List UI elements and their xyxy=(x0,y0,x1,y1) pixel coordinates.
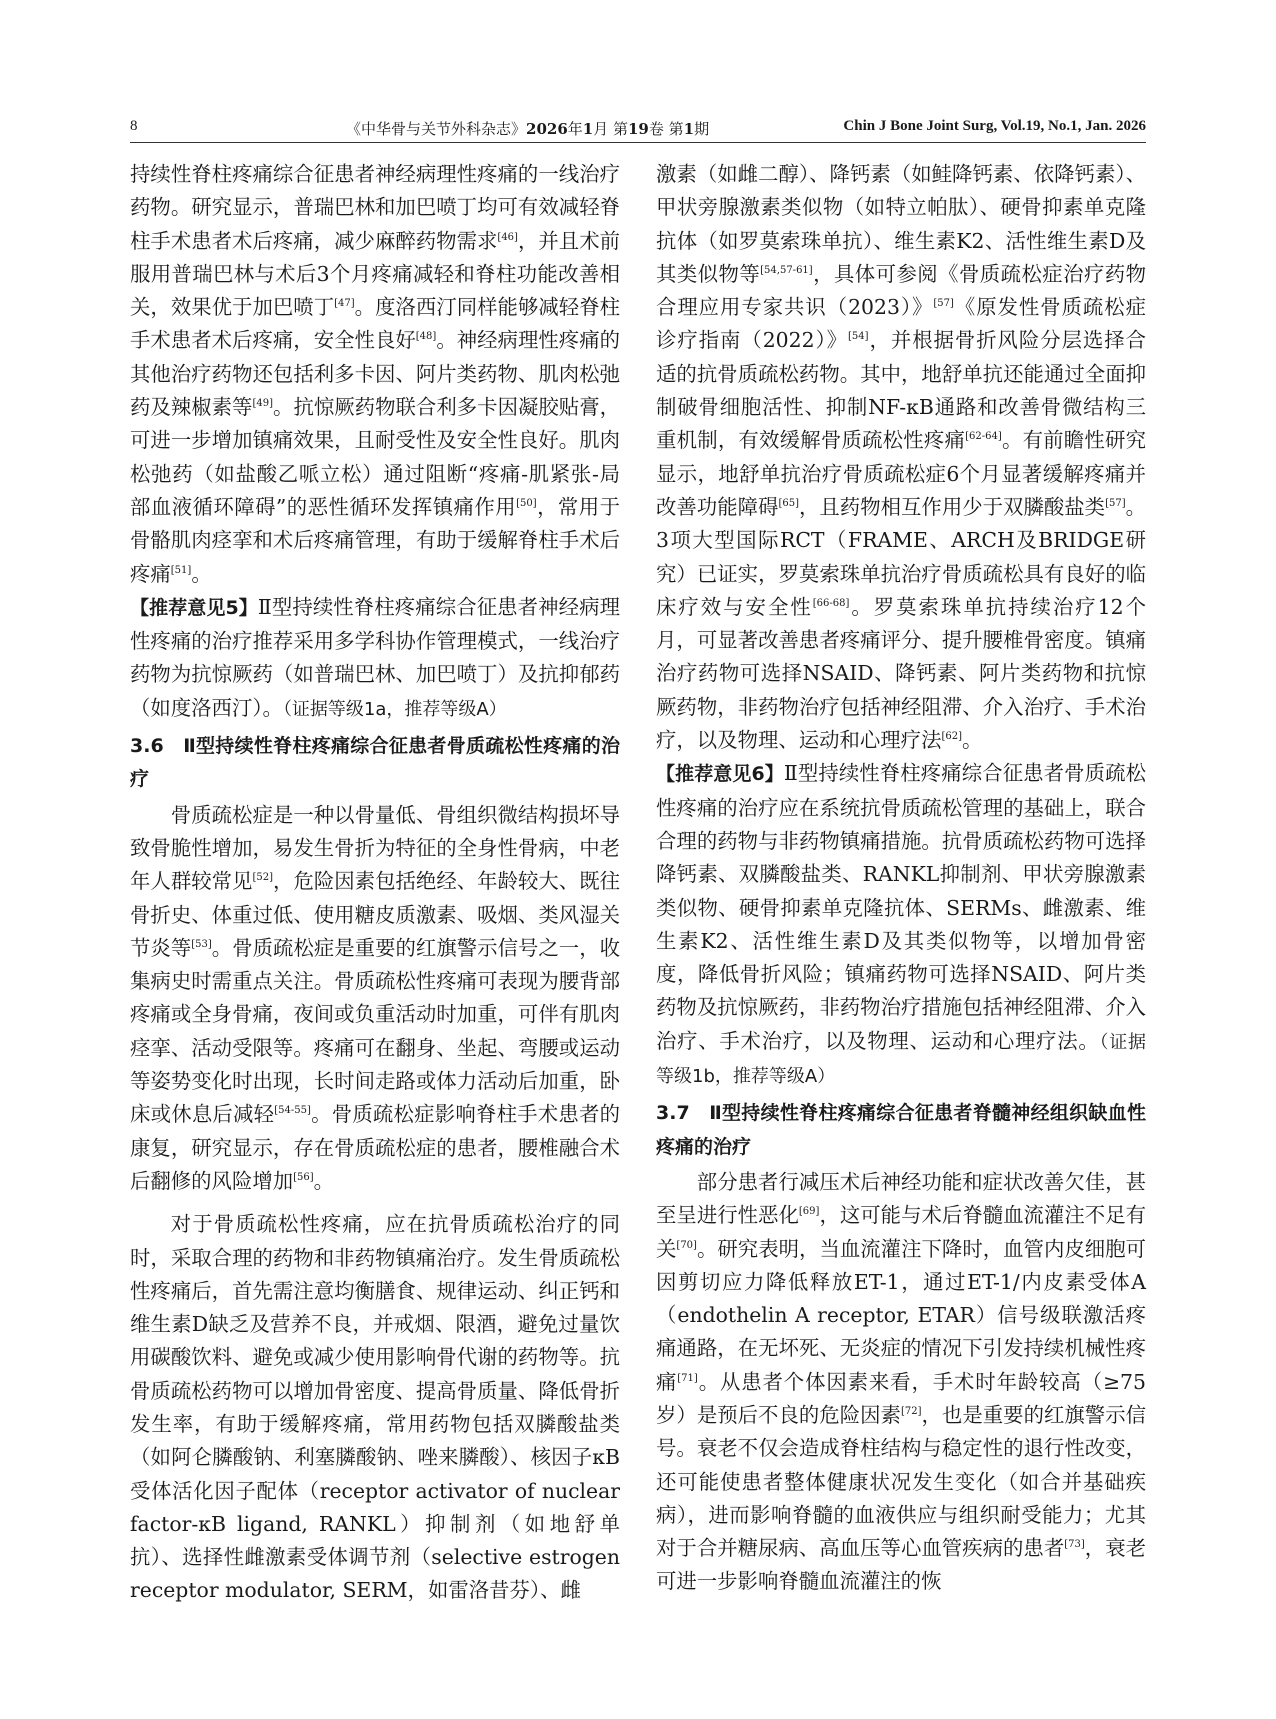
journal-cn-citation: 《中华骨与关节外科杂志》2026年1月 第19卷 第1期 xyxy=(346,120,710,138)
citation-ref: [51] xyxy=(170,564,192,576)
citation-ref: [65] xyxy=(778,498,799,510)
paragraph-osteoporosis-treatment: 对于骨质疏松性疼痛，应在抗骨质疏松治疗的同时，采取合理的药物和非药物镇痛治疗。发生骨质疏松性疼痛后，首先需注意均衡膳食、规律运动、纠正钙和维生素D缺乏及营养不良，并戒烟、限酒，避免过量饮用碳酸饮料、避免或减少使用影响骨代谢的药物等。抗骨质疏松药物可以增加骨密度、提高骨质量、降低骨折发生率，有助于缓解疼痛，常用药物包括双膦酸盐类（如阿仑膦酸钠、利塞膦酸钠、唑来膦酸）、核因子κB受体活化因子配体（receptor activator of nuclear factor-κB ligand, RANKL）抑制剂（如地舒单抗）、选择性雌激素受体调节剂（selective estrogen receptor modulator, SERM，如雷洛昔芬）、雌 xyxy=(130,1212,620,1603)
evidence-grade: （证据等级1b，推荐等级A） xyxy=(656,1031,1147,1088)
recommendation-5: 【推荐意见5】Ⅱ型持续性脊柱疼痛综合征患者神经病理性疼痛的治疗推荐采用多学科协作管理模式，一线治疗药物为抗惊厥药（如普瑞巴林、加巴喷丁）及抗抑郁药（如度洛西汀）。（证据等级1a，推荐等级A） xyxy=(130,594,620,720)
citation-ref: [57] xyxy=(1105,498,1126,510)
section-heading-3-7: 3.7 Ⅱ型持续性脊柱疼痛综合征患者脊髓神经组织缺血性疼痛的治疗 xyxy=(656,1102,1146,1158)
paragraph-antiosteoporosis-drugs: 激素（如雌二醇）、降钙素（如鲑降钙素、依降钙素）、甲状旁腺激素类似物（如特立帕肽）、硬骨抑素单克隆抗体（如罗莫索珠单抗）、维生素K2、活性维生素D及其类似物等[54,57-61]，具体可参阅《骨质疏松症治疗药物合理应用专家共识（2023）》[57]《原发性骨质疏松症诊疗指南（2022）》[54]，并根据骨折风险分层选择合适的抗骨质疏松药物。其中，地舒单抗还能通过全面抑制破骨细胞活性、抑制NF-κB通路和改善骨微结构三重机制，有效缓解骨质疏松性疼痛[62-64]。有前瞻性研究显示，地舒单抗治疗骨质疏松症6个月显著缓解疼痛并改善功能障碍[65]，且药物相互作用少于双膦酸盐类[57]。3项大型国际RCT（FRAME、ARCH及BRIDGE研究）已证实，罗莫索珠单抗治疗骨质疏松具有良好的临床疗效与安全性[66-68]。罗莫索珠单抗持续治疗12个月，可显著改善患者疼痛评分、提升腰椎骨密度。镇痛治疗药物可选择NSAID、降钙素、阿片类药物和抗惊厥药物，非药物治疗包括神经阻滞、介入治疗、手术治疗，以及物理、运动和心理疗法[62]。 xyxy=(656,162,1147,753)
citation-ref: [54] xyxy=(848,331,869,343)
citation-ref: [54,57-61] xyxy=(760,265,813,277)
citation-ref: [50] xyxy=(516,498,537,510)
paragraph-spinal-ischemia: 部分患者行减压术后神经功能和症状改善欠佳，甚至呈进行性恶化[69]，这可能与术后脊髓血流灌注不足有关[70]。研究表明，当血流灌注下降时，血管内皮细胞可因剪切应力降低释放ET-1，通过ET-1/内皮素受体A（endothelin A receptor, ETAR）信号级联激活疼痛通路，在无坏死、无炎症的情况下引发持续机械性疼痛[71]。从患者个体因素来看，手术时年龄较高（≥75岁）是预后不良的危险因素[72]，也是重要的红旗警示信号。衰老不仅会造成脊柱结构与稳定性的退行性改变，还可能使患者整体健康状况发生变化（如合并基础疾病），进而影响脊髓的血液供应与组织耐受能力；尤其对于合并糖尿病、高血压等心血管疾病的患者[73]，衰老可进一步影响脊髓血流灌注的恢 xyxy=(656,1169,1147,1594)
right-column xyxy=(656,158,1146,1599)
page-number: 8 xyxy=(130,118,138,134)
recommendation-label: 【推荐意见6】 xyxy=(656,763,784,786)
citation-ref: [72] xyxy=(900,1406,922,1418)
citation-ref: [56] xyxy=(293,1172,314,1184)
citation-ref: [46] xyxy=(497,231,518,243)
citation-ref: [70] xyxy=(676,1239,697,1251)
recommendation-6: 【推荐意见6】Ⅱ型持续性脊柱疼痛综合征患者骨质疏松性疼痛的治疗应在系统抗骨质疏松管理的基础上，联合合理的药物与非药物镇痛措施。抗骨质疏松药物可选择降钙素、双膦酸盐类、RANKL抑制剂、甲状旁腺激素类似物、硬骨抑素单克隆抗体、SERMs、雌激素、维生素K2、活性维生素D及其类似物等，以增加骨密度，降低骨折风险；镇痛药物可选择NSAID、阿片类药物及抗惊厥药，非药物治疗措施包括神经阻滞、介入治疗、手术治疗，以及物理、运动和心理疗法。（证据等级1b，推荐等级A） xyxy=(656,761,1147,1088)
recommendation-label: 【推荐意见5】 xyxy=(130,596,258,619)
section-heading-3-6: 3.6 Ⅱ型持续性脊柱疼痛综合征患者骨质疏松性疼痛的治疗 xyxy=(130,735,620,791)
citation-ref: [48] xyxy=(415,331,437,343)
citation-ref: [47] xyxy=(334,298,355,310)
citation-ref: [66-68] xyxy=(812,598,850,610)
citation-ref: [54-55] xyxy=(274,1105,311,1117)
journal-en-citation: Chin J Bone Joint Surg, Vol.19, No.1, Jan. 2026 xyxy=(843,118,1146,134)
citation-ref: [71] xyxy=(677,1372,698,1384)
citation-ref: [49] xyxy=(252,398,274,410)
left-column xyxy=(130,158,620,1608)
running-header xyxy=(130,112,1146,142)
citation-ref: [57] xyxy=(933,298,954,310)
header-rule xyxy=(130,142,1146,143)
citation-ref: [62] xyxy=(941,731,962,743)
citation-ref: [53] xyxy=(191,939,212,951)
citation-ref: [52] xyxy=(252,872,274,884)
paragraph-osteoporosis-definition: 骨质疏松症是一种以骨量低、骨组织微结构损坏导致骨脆性增加，易发生骨折为特征的全身性骨病，中老年人群较常见[52]，危险因素包括绝经、年龄较大、既往骨折史、体重过低、使用糖皮质激素、吸烟、类风湿关节炎等[53]。骨质疏松症是重要的红旗警示信号之一，收集病史时需重点关注。骨质疏松性疼痛可表现为腰背部疼痛或全身骨痛，夜间或负重活动时加重，可伴有肌肉痉挛、活动受限等。疼痛可在翻身、坐起、弯腰或运动等姿势变化时出现，长时间走路或体力活动后加重，卧床或休息后减轻[54-55]。骨质疏松症影响脊柱手术患者的康复，研究显示，存在骨质疏松症的患者，腰椎融合术后翻修的风险增加[56]。 xyxy=(130,802,621,1193)
citation-ref: [62-64] xyxy=(965,431,1002,443)
evidence-grade: （证据等级1a，推荐等级A） xyxy=(282,698,507,720)
citation-ref: [69] xyxy=(798,1206,820,1218)
paragraph-neuropathic-drugs: 持续性脊柱疼痛综合征患者神经病理性疼痛的一线治疗药物。研究显示，普瑞巴林和加巴喷丁均可有效减轻脊柱手术患者术后疼痛，减少麻醉药物需求[46]，并且术前服用普瑞巴林与术后3个月疼痛减轻和脊柱功能改善相关，效果优于加巴喷丁[47]。度洛西汀同样能够减轻脊柱手术患者术后疼痛，安全性良好[48]。神经病理性疼痛的其他治疗药物还包括利多卡因、阿片类药物、肌肉松弛药及辣椒素等[49]。抗惊厥药物联合利多卡因凝胶贴膏，可进一步增加镇痛效果，且耐受性及安全性良好。肌肉松弛药（如盐酸乙哌立松）通过阻断“疼痛-肌紧张-局部血液循环障碍”的恶性循环发挥镇痛作用[50]，常用于骨骼肌肉痉挛和术后疼痛管理，有助于缓解脊柱手术后疼痛[51]。 xyxy=(130,162,621,586)
citation-ref: [73] xyxy=(1064,1539,1085,1551)
